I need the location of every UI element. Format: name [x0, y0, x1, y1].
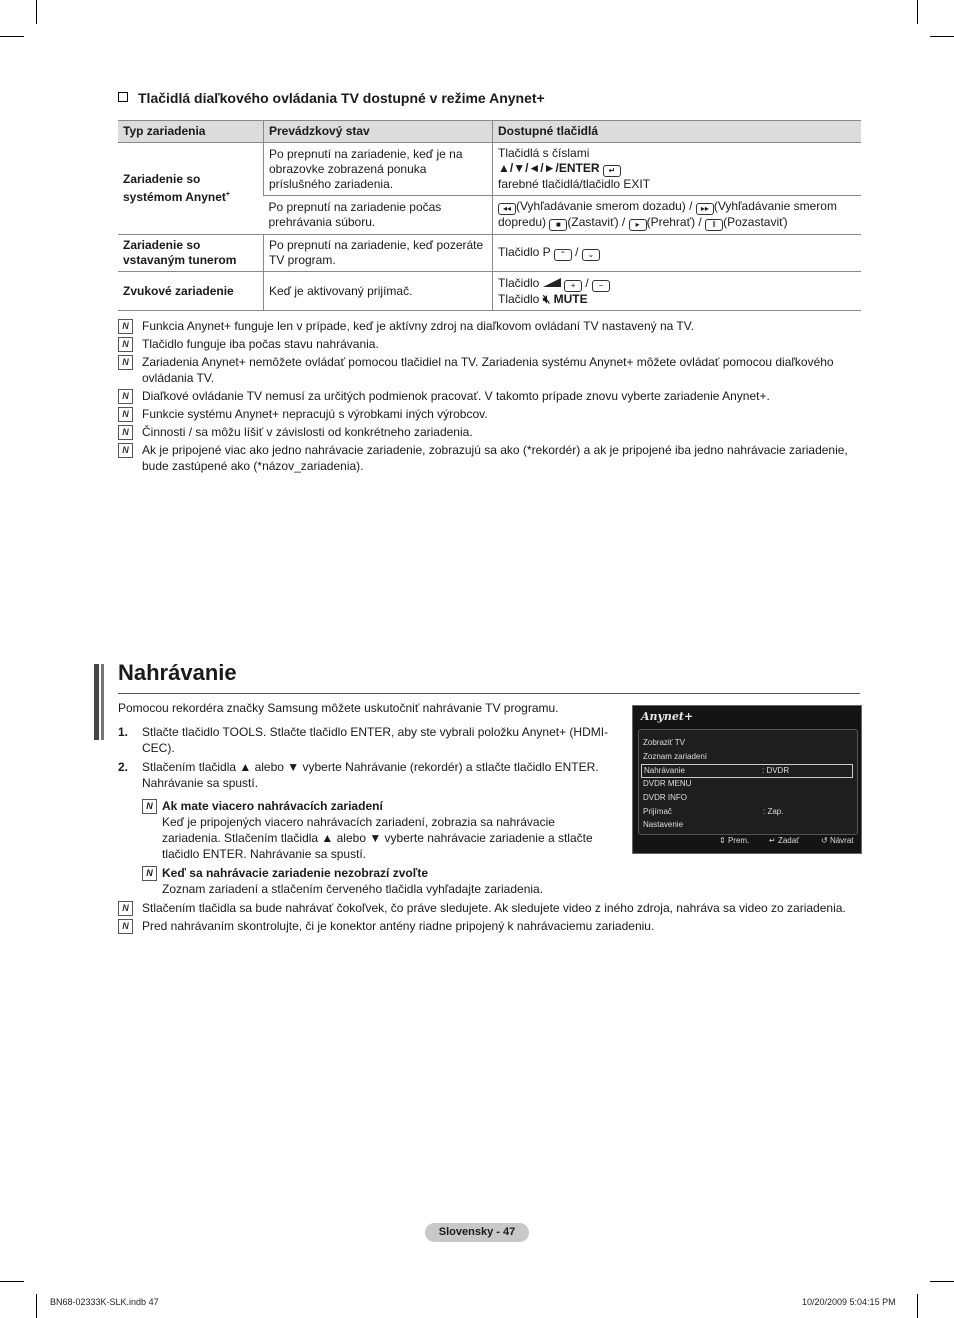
fast-forward-icon: ▸▸ [696, 203, 714, 215]
note-icon: N [118, 355, 133, 370]
print-footer-left: BN68-02333K-SLK.indb 47 [50, 1297, 159, 1307]
table-header-row [118, 121, 861, 143]
section-heading: Tlačidlá diaľkového ovládania TV dostupné v režime Anynet+ [118, 90, 545, 106]
note-icon: N [118, 919, 133, 934]
osd-menu-item: Zoznam zariadení [643, 752, 708, 761]
osd-menu-item-selected: Nahrávanie : DVDR [641, 764, 853, 778]
page-number: Slovensky - 47 [425, 1223, 529, 1242]
list-item: N Tlačidlo funguje iba počas stavu nahrávania. [118, 336, 862, 352]
list-item: N Funkcie systému Anynet+ nepracujú s výrobkami iných výrobcov. [118, 406, 862, 422]
page-title: Nahrávanie [118, 660, 237, 685]
osd-menu-item: Zobraziť TV [643, 738, 685, 747]
crop-mark [36, 1294, 37, 1318]
enter-icon: ↵ [603, 165, 621, 177]
osd-footer-move: ⇕ Prem. [719, 836, 750, 845]
table-cell: Po prepnutí na zariadenie počas prehrávania súboru. [264, 196, 493, 235]
play-icon: ▸ [629, 219, 647, 231]
note-icon: N [142, 799, 157, 814]
print-footer-right: 10/20/2009 5:04:15 PM [802, 1297, 896, 1307]
section-marker [101, 664, 104, 740]
pause-icon: ‖ [705, 219, 723, 231]
crop-mark [917, 1294, 918, 1318]
osd-footer-enter: ↵ Zadať [769, 836, 800, 845]
remote-buttons-table [118, 120, 861, 311]
table-cell: Tlačidlo + / − Tlačidlo 🔇︎ MUTE [493, 272, 862, 311]
table-header: Typ zariadenia [118, 121, 264, 143]
crop-mark [930, 36, 954, 37]
note-icon: N [118, 337, 133, 352]
subnote-2: N Keď sa nahrávacie zariadenie nezobrazí zvoľte Zoznam zariadení a stlačením červeného tlačidla vyhľadajte zariadenia. [142, 865, 612, 897]
table-row [118, 272, 861, 311]
crop-mark [930, 1281, 954, 1282]
list-item: N Diaľkové ovládanie TV nemusí za určitých podmienok pracovať. V takomto prípade znovu vyberte zariadenie Anynet+. [118, 388, 862, 404]
table-cell: ◂◂ (Vyhľadávanie smerom dozadu) / ▸▸ (Vyhľadávanie smerom dopredu) ■ (Zastaviť) / ▸ (Prehrať) / ‖ (Pozastaviť) [493, 196, 862, 235]
table-header: Prevádzkový stav [264, 121, 493, 143]
subnote-1: N Ak mate viacero nahrávacích zariadení Keď je pripojených viacero nahrávacích zariadení, zobrazia sa nahrávacie zariadenia. Stlačením tlačidla ▲ alebo ▼ vyberte nahrávacie zariadenie a stlačte tlačidlo ENTER. Nahrávanie sa spustí. [142, 798, 612, 862]
crop-mark [0, 36, 24, 37]
volume-up-icon: + [564, 280, 582, 292]
note-icon: N [118, 407, 133, 422]
step-1: 1. Stlačte tlačidlo TOOLS. Stlačte tlačidlo ENTER, aby ste vybrali položku Anynet+ (HDMI-CEC). [118, 725, 609, 755]
osd-menu-item: Prijímač : Zap. [643, 807, 784, 816]
section-marker [94, 664, 99, 740]
crop-mark [36, 0, 37, 24]
table-cell: Po prepnutí na zariadenie, keď pozeráte TV program. [264, 235, 493, 272]
enter-icon: ↵ [769, 836, 776, 845]
note-icon: N [118, 901, 133, 916]
note-icon: N [142, 866, 157, 881]
anynet-logo: Anynet+ [641, 710, 694, 723]
table-row [118, 143, 861, 196]
list-item: N Stlačením tlačidla sa bude nahrávať čokoľvek, čo práve sledujete. Ak sledujete video z iného zdroja, nahráva sa video zo zariadenia. [118, 900, 862, 916]
stop-icon: ■ [549, 219, 567, 231]
crop-mark [917, 0, 918, 24]
table-cell: Po prepnutí na zariadenie, keď je na obrazovke zobrazená ponuka príslušného zariadenia. [264, 143, 493, 196]
list-item: N Zariadenia Anynet+ nemôžete ovládať pomocou tlačidiel na TV. Zariadenia systému Anynet+ môžete ovládať pomocou diaľkového ovládania TV. [118, 354, 862, 386]
list-item: N Ak je pripojené viac ako jedno nahrávacie zariadenie, zobrazujú sa ako (*rekordér) a ak je pripojené iba jedno nahrávacie zariadenie, bude zastúpené ako (*názov_zariadenia). [118, 442, 862, 474]
volume-icon [543, 278, 561, 287]
table-cell: Keď je aktivovaný prijímač. [264, 272, 493, 311]
table-header: Dostupné tlačidlá [493, 121, 862, 143]
list-item: N Funkcia Anynet+ funguje len v prípade, keď je aktívny zdroj na diaľkovom ovládaní TV nastavený na TV. [118, 318, 862, 334]
table-cell: Zvukové zariadenie [118, 272, 264, 311]
return-icon: ↺ [821, 836, 828, 845]
note-icon: N [118, 443, 133, 458]
recording-notes [118, 900, 862, 936]
osd-footer-return: ↺ Návrat [821, 836, 854, 845]
table-cell: Zariadenie so systémom Anynet+ [118, 143, 264, 235]
osd-menu-item: DVDR INFO [643, 793, 687, 802]
volume-down-icon: − [592, 280, 610, 292]
table-cell: Zariadenie so vstavaným tunerom [118, 235, 264, 272]
list-item: N Činnosti / sa môžu líšiť v závislosti od konkrétneho zariadenia. [118, 424, 862, 440]
mute-icon: 🔇︎ [542, 291, 551, 306]
osd-menu-item: Nastavenie [643, 820, 684, 829]
rewind-icon: ◂◂ [498, 203, 516, 215]
title-divider [118, 693, 860, 694]
osd-menu [638, 729, 858, 835]
note-icon: N [118, 389, 133, 404]
note-icon: N [118, 319, 133, 334]
updown-icon: ⇕ [719, 836, 726, 845]
channel-down-icon: ⌄ [582, 249, 600, 261]
step-2: 2. Stlačením tlačidla ▲ alebo ▼ vyberte Nahrávanie (rekordér) a stlačte tlačidlo ENTER. Nahrávanie sa spustí. [118, 760, 599, 790]
osd-menu-item: DVDR MENU [643, 779, 692, 788]
notes-list [118, 318, 862, 476]
checkbox-bullet-icon [118, 92, 128, 102]
anynet-osd-screenshot [632, 705, 862, 854]
table-row [118, 235, 861, 272]
note-icon: N [118, 425, 133, 440]
table-cell: Tlačidlo P ⌃ / ⌄ [493, 235, 862, 272]
list-item: N Pred nahrávaním skontrolujte, či je konektor antény riadne pripojený k nahrávaciemu zariadeniu. [118, 918, 862, 934]
intro-text: Pomocou rekordéra značky Samsung môžete uskutočniť nahrávanie TV programu. [118, 701, 559, 715]
channel-up-icon: ⌃ [554, 249, 572, 261]
crop-mark [0, 1281, 24, 1282]
table-cell: Tlačidlá s číslami ▲/▼/◄/►/ENTER ↵ farebné tlačidlá/tlačidlo EXIT [493, 143, 862, 196]
